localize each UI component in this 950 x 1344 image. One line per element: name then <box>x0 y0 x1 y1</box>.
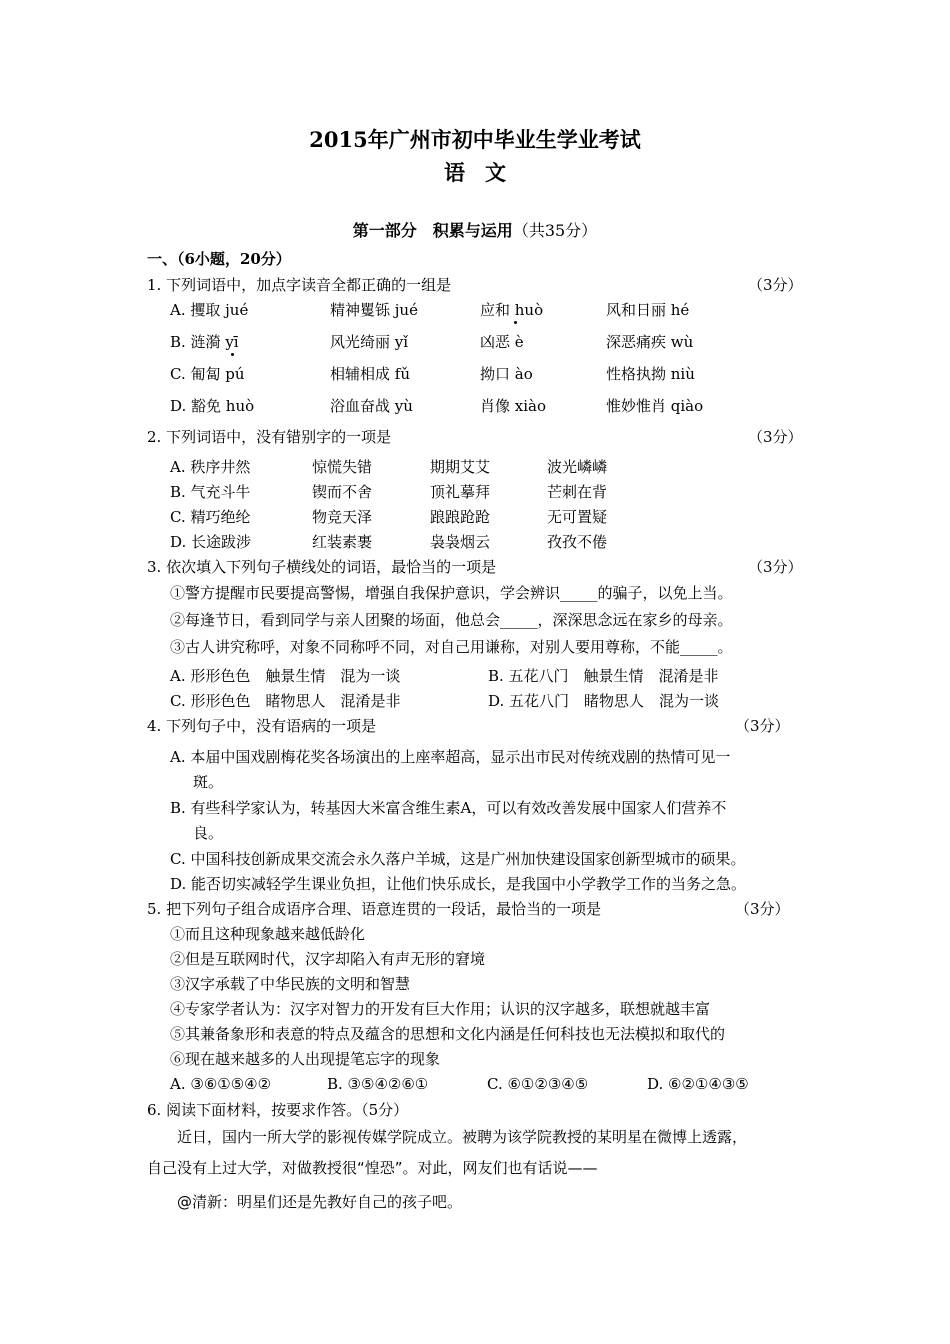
q5-sentence-5: ⑤其兼备象形和表意的特点及蕴含的思想和文化内涵是任何科技也无法模拟和取代的 <box>170 1025 726 1043</box>
section-heading: 一、（6小题，20分） <box>147 250 291 268</box>
exam-title: 2015年广州市初中毕业生学业考试 <box>309 127 641 152</box>
q4-option-b: B. 有些科学家认为，转基因大米富含维生素A，可以有效改善发展中国家人们营养不 <box>170 799 727 817</box>
q5-sentence-1: ①而且这种现象越来越低龄化 <box>170 925 366 943</box>
part-title: 第一部分 积累与运用 <box>352 221 513 240</box>
q3-option-c: C. 形形色色 睹物思人 混淆是非 <box>170 692 401 710</box>
q6-paragraph-3: @清新：明星们还是先教好自己的孩子吧。 <box>177 1193 463 1211</box>
q3-option-b: B. 五花八门 触景生情 混淆是非 <box>488 667 719 685</box>
q2-b2: 锲而不舍 <box>312 483 373 501</box>
q3-sentence-1: ①警方提醒市民要提高警惕，增强自我保护意识，学会辨识_____的骗子，以免上当。 <box>170 584 733 602</box>
q1-d3: 肖像 xiào <box>480 397 546 415</box>
q2-d4: 孜孜不倦 <box>547 533 608 551</box>
q2-a4: 波光嶙嶙 <box>547 458 608 476</box>
q3-option-d: D. 五花八门 睹物思人 混为一谈 <box>488 692 720 710</box>
q5-sentence-2: ②但是互联网时代，汉字却陷入有声无形的窘境 <box>170 950 486 968</box>
q6-paragraph-1: 近日，国内一所大学的影视传媒学院成立。被聘为该学院教授的某明星在微博上透露， <box>177 1128 748 1146</box>
subject-title: 语文 <box>444 160 526 185</box>
q2-b4: 芒刺在背 <box>547 483 608 501</box>
q5-option-a: A. ③⑥①⑤④② <box>170 1075 272 1093</box>
q5-sentence-4: ④专家学者认为：汉字对智力的开发有巨大作用；认识的汉字越多，联想就越丰富 <box>170 1000 711 1018</box>
q1-b3: 凶恶 è <box>480 333 524 351</box>
q2-c2: 物竞天泽 <box>312 508 373 526</box>
q5-sentence-6: ⑥现在越来越多的人出现提笔忘字的现象 <box>170 1050 441 1068</box>
q2-b1: B. 气充斗牛 <box>170 483 251 501</box>
q3-option-a: A. 形形色色 触景生情 混为一谈 <box>170 667 401 685</box>
q4-option-a: A. 本届中国戏剧梅花奖各场演出的上座率超高，显示出市民对传统戏剧的热情可见一 <box>170 748 731 766</box>
q2-points: （3分） <box>748 428 803 446</box>
q2-b3: 顶礼摹拜 <box>430 483 491 501</box>
q4-points: （3分） <box>735 717 790 735</box>
q1-b1: B. 涟漪 yī <box>170 333 239 351</box>
q4-option-d: D. 能否切实减轻学生课业负担，让他们快乐成长，是我国中小学教学工作的当务之急。 <box>170 875 747 893</box>
q4-option-a-cont: 斑。 <box>193 773 224 791</box>
q1-d1: D. 豁免 huò <box>170 397 255 415</box>
q1-c3: 拗口 ào <box>480 365 533 383</box>
q2-a2: 惊慌失错 <box>312 458 373 476</box>
q1-d2: 浴血奋战 yù <box>330 397 413 415</box>
emphasis-dot <box>514 321 517 324</box>
q3-sentence-3: ③古人讲究称呼，对象不同称呼不同，对自己用谦称，对别人要用尊称，不能_____。 <box>170 638 733 656</box>
q1-stem: 1. 下列词语中，加点字读音全都正确的一组是 <box>147 276 452 294</box>
q6-paragraph-2: 自己没有上过大学，对做教授很“惶恐”。对此，网友们也有话说—— <box>147 1159 598 1177</box>
q6-stem: 6. 阅读下面材料，按要求作答。（5分） <box>147 1101 409 1119</box>
q5-option-d: D. ⑥②①④③⑤ <box>647 1075 749 1093</box>
q5-option-b: B. ③⑤④②⑥① <box>327 1075 429 1093</box>
emphasis-dot <box>231 353 234 356</box>
q1-b2: 风光绮丽 yǐ <box>330 333 409 351</box>
q5-points: （3分） <box>735 900 790 918</box>
q2-d2: 红装素裹 <box>312 533 373 551</box>
q1-c4: 性格执拗 niù <box>606 365 695 383</box>
q2-a1: A. 秩序井然 <box>170 458 251 476</box>
q2-c3: 踉踉跄跄 <box>430 508 491 526</box>
q4-option-b-cont: 良。 <box>193 824 224 842</box>
q1-a3: 应和 huò <box>480 301 544 319</box>
q2-c1: C. 精巧绝纶 <box>170 508 251 526</box>
q3-sentence-2: ②每逢节日，看到同学与亲人团聚的场面，他总会_____，深深思念远在家乡的母亲。 <box>170 611 733 629</box>
q2-c4: 无可置疑 <box>547 508 608 526</box>
q2-a3: 期期艾艾 <box>430 458 491 476</box>
q2-stem: 2. 下列词语中，没有错别字的一项是 <box>147 428 392 446</box>
q3-stem: 3. 依次填入下列句子横线处的词语，最恰当的一项是 <box>147 558 497 576</box>
part-heading <box>0 218 950 241</box>
q1-a1: A. 攫取 jué <box>170 301 249 319</box>
q5-option-c: C. ⑥①②③④⑤ <box>487 1075 589 1093</box>
q1-a2: 精神矍铄 jué <box>330 301 418 319</box>
q2-d1: D. 长途跋涉 <box>170 533 252 551</box>
q4-option-c: C. 中国科技创新成果交流会永久落户羊城，这是广州加快建设国家创新型城市的硕果。 <box>170 850 746 868</box>
part-score: （共35分） <box>512 221 598 240</box>
q1-a4: 风和日丽 hé <box>606 301 690 319</box>
q5-stem: 5. 把下列句子组合成语序合理、语意连贯的一段话，最恰当的一项是 <box>147 900 602 918</box>
q2-d3: 袅袅烟云 <box>430 533 491 551</box>
q1-c1: C. 匍匐 pú <box>170 365 245 383</box>
q5-sentence-3: ③汉字承载了中华民族的文明和智慧 <box>170 975 411 993</box>
q3-points: （3分） <box>748 558 803 576</box>
q1-d4: 惟妙惟肖 qiào <box>606 397 704 415</box>
q4-stem: 4. 下列句子中，没有语病的一项是 <box>147 717 377 735</box>
q1-c2: 相辅相成 fǔ <box>330 365 410 383</box>
q1-b4: 深恶痛疾 wù <box>606 333 694 351</box>
q1-points: （3分） <box>748 276 803 294</box>
